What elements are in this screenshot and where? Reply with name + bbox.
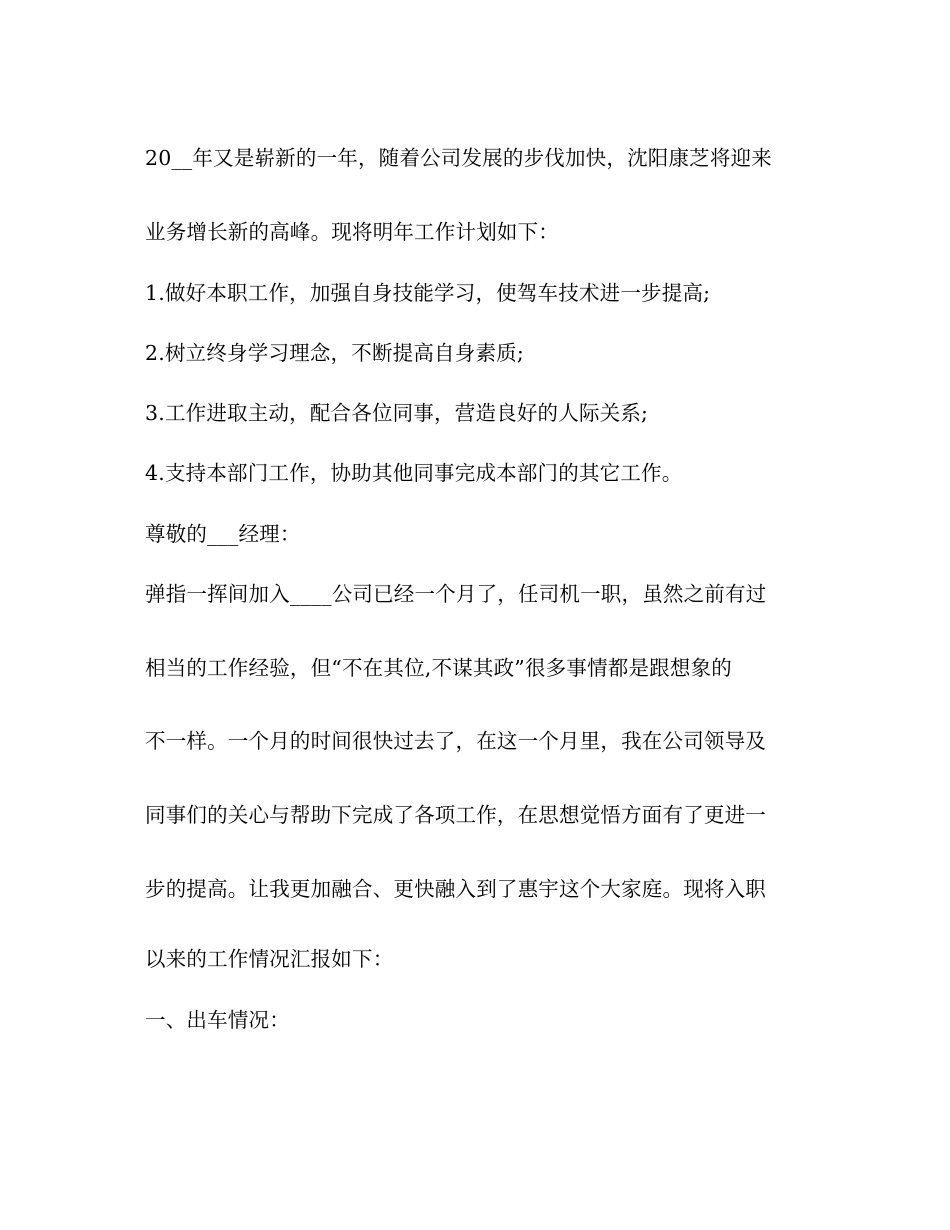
paragraph-line-3: 弹指一挥间加入____公司已经一个月了，任司机一职，虽然之前有过: [145, 582, 767, 606]
paragraph-line-8: 以来的工作情况汇报如下：: [145, 947, 394, 971]
list-item-2: 2.树立终身学习理念，不断提高自身素质;: [145, 341, 524, 365]
paragraph-line-7: 步的提高。让我更加融合、更快融入到了惠宇这个大家庭。现将入职: [145, 877, 766, 901]
paragraph-line-4: 相当的工作经验，但“不在其位,不谋其政”很多事情都是跟想象的: [145, 656, 732, 680]
paragraph-line-6: 同事们的关心与帮助下完成了各项工作，在思想觉悟方面有了更进一: [145, 803, 766, 827]
list-item-4: 4.支持本部门工作，协助其他同事完成本部门的其它工作。: [145, 461, 683, 485]
list-item-3: 3.工作进取主动，配合各位同事，营造良好的人际关系;: [145, 401, 649, 425]
paragraph-line-2: 业务增长新的高峰。现将明年工作计划如下：: [145, 220, 559, 244]
salutation: 尊敬的___经理：: [145, 522, 301, 546]
list-item-1: 1.做好本职工作，加强自身技能学习，使驾车技术进一步提高;: [145, 281, 711, 305]
section-heading: 一、出车情况：: [145, 1008, 290, 1032]
paragraph-line-5: 不一样。一个月的时间很快过去了，在这一个月里，我在公司领导及: [145, 729, 766, 753]
paragraph-line-1: 20__年又是崭新的一年，随着公司发展的步伐加快，沈阳康芝将迎来: [145, 146, 772, 170]
